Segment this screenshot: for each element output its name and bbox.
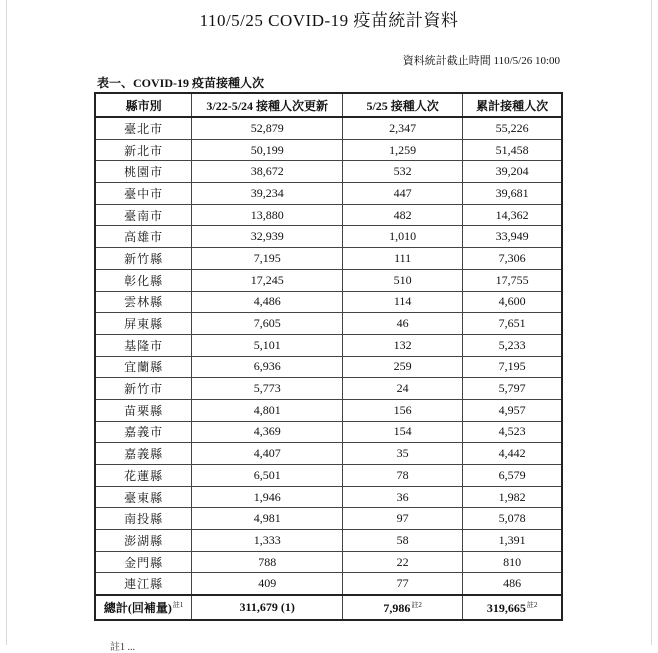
footnote-peek: 註1 ... bbox=[110, 642, 135, 653]
total-daily: 7,986 bbox=[383, 600, 411, 615]
header-daily: 5/25 接種人次 bbox=[343, 93, 463, 117]
total-label: 總計(回補量) bbox=[103, 601, 172, 616]
cell-cumulative: 486 bbox=[463, 573, 562, 595]
cell-county: 連江縣 bbox=[95, 573, 192, 595]
cell-cumulative: 33,949 bbox=[463, 226, 562, 248]
table-row bbox=[95, 291, 562, 313]
cell-daily: 22 bbox=[343, 551, 463, 573]
cell-cumulative: 51,458 bbox=[463, 139, 562, 161]
cell-daily: 35 bbox=[343, 443, 463, 465]
cell-cumulative: 7,306 bbox=[463, 248, 562, 270]
cell-cumulative: 39,681 bbox=[463, 183, 562, 205]
cell-county: 臺中市 bbox=[95, 183, 192, 205]
cell-updated: 52,879 bbox=[192, 117, 343, 139]
table-row bbox=[95, 117, 562, 139]
total-cumulative: 319,665 bbox=[486, 600, 526, 615]
cell-daily: 2,347 bbox=[343, 117, 463, 139]
table-row bbox=[95, 465, 562, 487]
cell-cumulative: 39,204 bbox=[463, 161, 562, 183]
cell-updated: 7,605 bbox=[192, 313, 343, 335]
cell-daily: 1,259 bbox=[343, 139, 463, 161]
cell-updated: 6,501 bbox=[192, 465, 343, 487]
table-caption: 表一、COVID-19 疫苗接種人次 bbox=[97, 76, 264, 90]
cell-county: 臺東縣 bbox=[95, 486, 192, 508]
cell-updated: 4,486 bbox=[192, 291, 343, 313]
cell-cumulative: 810 bbox=[463, 551, 562, 573]
cell-updated: 5,773 bbox=[192, 378, 343, 400]
cell-updated: 6,936 bbox=[192, 356, 343, 378]
cell-cumulative: 55,226 bbox=[463, 117, 562, 139]
cell-daily: 58 bbox=[343, 530, 463, 552]
table-row bbox=[95, 530, 562, 552]
cell-daily: 77 bbox=[343, 573, 463, 595]
cell-updated: 4,801 bbox=[192, 399, 343, 421]
cell-cumulative: 7,195 bbox=[463, 356, 562, 378]
header-updated: 3/22-5/24 接種人次更新 bbox=[192, 93, 343, 117]
table-row bbox=[95, 421, 562, 443]
cell-cumulative: 4,600 bbox=[463, 291, 562, 313]
table-row bbox=[95, 443, 562, 465]
cell-updated: 4,407 bbox=[192, 443, 343, 465]
cell-cumulative: 4,957 bbox=[463, 399, 562, 421]
cell-county: 南投縣 bbox=[95, 508, 192, 530]
total-label-cell bbox=[95, 595, 192, 620]
table-row bbox=[95, 486, 562, 508]
cell-county: 嘉義縣 bbox=[95, 443, 192, 465]
cell-county: 嘉義市 bbox=[95, 421, 192, 443]
cell-cumulative: 17,755 bbox=[463, 269, 562, 291]
cell-cumulative: 1,391 bbox=[463, 530, 562, 552]
table-row bbox=[95, 161, 562, 183]
cell-daily: 78 bbox=[343, 465, 463, 487]
statistics-deadline: 資料統計截止時間 110/5/26 10:00 bbox=[402, 55, 560, 67]
cell-county: 臺南市 bbox=[95, 204, 192, 226]
cell-cumulative: 5,078 bbox=[463, 508, 562, 530]
cell-county: 臺北市 bbox=[95, 117, 192, 139]
cell-updated: 409 bbox=[192, 573, 343, 595]
cell-cumulative: 5,233 bbox=[463, 334, 562, 356]
cell-county: 宜蘭縣 bbox=[95, 356, 192, 378]
cell-cumulative: 4,523 bbox=[463, 421, 562, 443]
cell-updated: 38,672 bbox=[192, 161, 343, 183]
cell-county: 桃園市 bbox=[95, 161, 192, 183]
cell-updated: 32,939 bbox=[192, 226, 343, 248]
cell-county: 新竹縣 bbox=[95, 248, 192, 270]
table-row bbox=[95, 226, 562, 248]
table-body bbox=[95, 117, 562, 595]
cell-updated: 4,369 bbox=[192, 421, 343, 443]
total-cumulative-note: 註2 bbox=[526, 600, 538, 609]
table-row bbox=[95, 378, 562, 400]
header-cumulative: 累計接種人次 bbox=[463, 93, 562, 117]
cell-daily: 24 bbox=[343, 378, 463, 400]
table-row bbox=[95, 399, 562, 421]
cell-daily: 156 bbox=[343, 399, 463, 421]
table-row bbox=[95, 139, 562, 161]
cell-county: 雲林縣 bbox=[95, 291, 192, 313]
table-row bbox=[95, 551, 562, 573]
header-county: 縣市別 bbox=[95, 93, 192, 117]
cell-daily: 154 bbox=[343, 421, 463, 443]
total-row bbox=[95, 595, 562, 620]
cell-daily: 447 bbox=[343, 183, 463, 205]
vaccination-table bbox=[94, 92, 563, 621]
cell-updated: 1,946 bbox=[192, 486, 343, 508]
cell-daily: 36 bbox=[343, 486, 463, 508]
cell-daily: 482 bbox=[343, 204, 463, 226]
cell-daily: 111 bbox=[343, 248, 463, 270]
table-row bbox=[95, 356, 562, 378]
cell-daily: 532 bbox=[343, 161, 463, 183]
cell-updated: 4,981 bbox=[192, 508, 343, 530]
cell-updated: 39,234 bbox=[192, 183, 343, 205]
cell-cumulative: 4,442 bbox=[463, 443, 562, 465]
table-row bbox=[95, 204, 562, 226]
cell-daily: 97 bbox=[343, 508, 463, 530]
cell-updated: 1,333 bbox=[192, 530, 343, 552]
cell-updated: 788 bbox=[192, 551, 343, 573]
cell-county: 基隆市 bbox=[95, 334, 192, 356]
table-row bbox=[95, 313, 562, 335]
cell-cumulative: 7,651 bbox=[463, 313, 562, 335]
cell-updated: 13,880 bbox=[192, 204, 343, 226]
cell-county: 苗栗縣 bbox=[95, 399, 192, 421]
cell-county: 高雄市 bbox=[95, 226, 192, 248]
cell-updated: 7,195 bbox=[192, 248, 343, 270]
table-row bbox=[95, 183, 562, 205]
cell-cumulative: 1,982 bbox=[463, 486, 562, 508]
cell-updated: 17,245 bbox=[192, 269, 343, 291]
cell-daily: 132 bbox=[343, 334, 463, 356]
total-label-note: 註1 bbox=[172, 601, 184, 610]
cell-county: 新竹市 bbox=[95, 378, 192, 400]
cell-county: 金門縣 bbox=[95, 551, 192, 573]
table-row bbox=[95, 508, 562, 530]
cell-daily: 114 bbox=[343, 291, 463, 313]
table-row bbox=[95, 573, 562, 595]
cell-daily: 510 bbox=[343, 269, 463, 291]
table-header-row bbox=[95, 93, 562, 117]
total-cumulative-cell bbox=[463, 595, 562, 620]
table-row bbox=[95, 269, 562, 291]
total-updated: 311,679 (1) bbox=[192, 595, 343, 620]
cell-daily: 259 bbox=[343, 356, 463, 378]
cell-updated: 5,101 bbox=[192, 334, 343, 356]
page-edge-right bbox=[651, 0, 652, 645]
cell-updated: 50,199 bbox=[192, 139, 343, 161]
document-title: 110/5/25 COVID-19 疫苗統計資料 bbox=[199, 11, 459, 30]
total-daily-cell bbox=[343, 595, 463, 620]
total-daily-note: 註2 bbox=[411, 600, 422, 609]
table-row bbox=[95, 248, 562, 270]
cell-county: 澎湖縣 bbox=[95, 530, 192, 552]
cell-county: 花蓮縣 bbox=[95, 465, 192, 487]
table-row bbox=[95, 334, 562, 356]
cell-cumulative: 5,797 bbox=[463, 378, 562, 400]
cell-county: 新北市 bbox=[95, 139, 192, 161]
cell-cumulative: 14,362 bbox=[463, 204, 562, 226]
cell-cumulative: 6,579 bbox=[463, 465, 562, 487]
page-edge-left bbox=[6, 0, 7, 645]
cell-daily: 1,010 bbox=[343, 226, 463, 248]
cell-county: 彰化縣 bbox=[95, 269, 192, 291]
cell-daily: 46 bbox=[343, 313, 463, 335]
cell-county: 屏東縣 bbox=[95, 313, 192, 335]
